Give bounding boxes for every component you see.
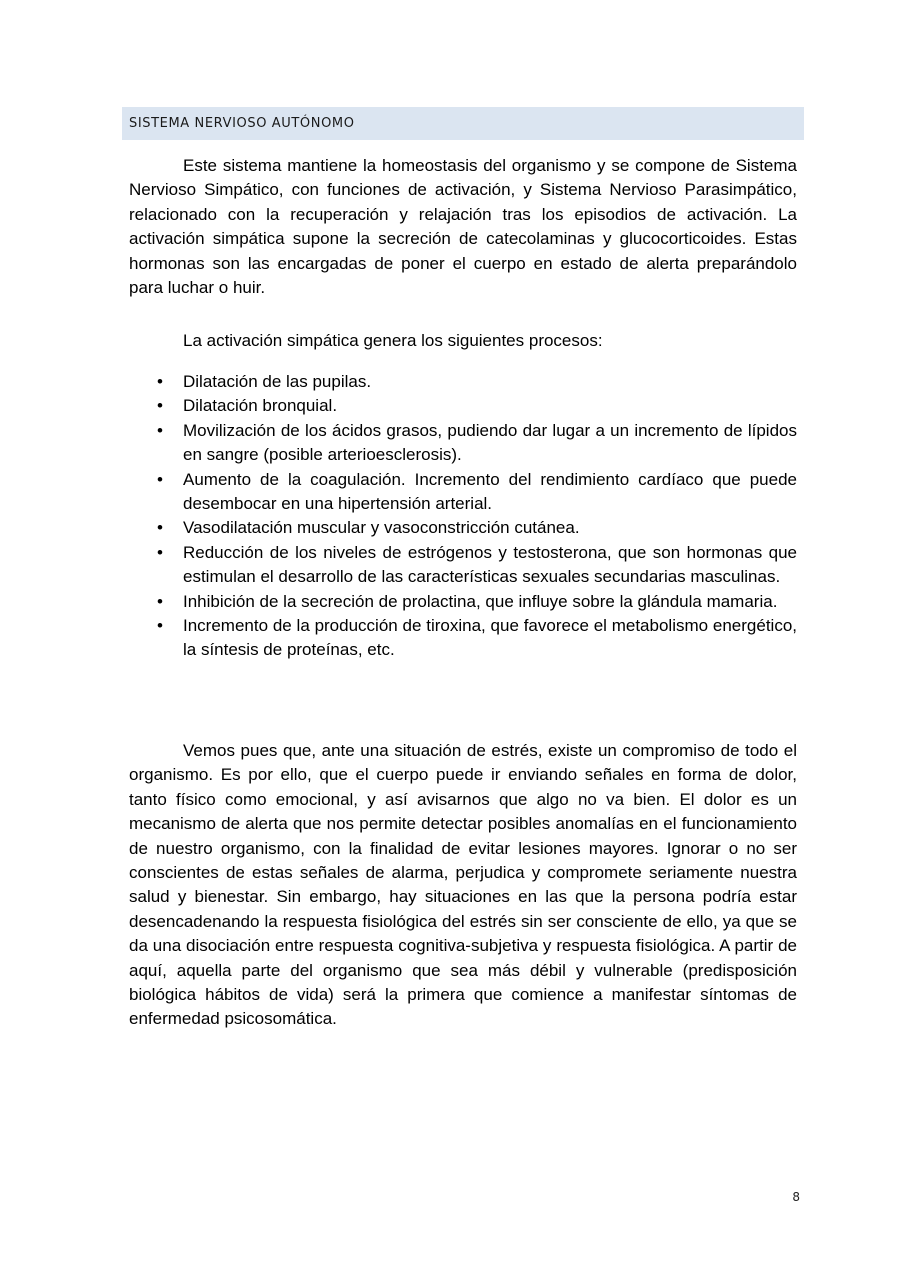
list-item	[129, 370, 797, 394]
list-item-text: Aumento de la coagulación. Incremento del rendimiento cardíaco que puede desembocar en una hipertensión arterial.	[183, 469, 797, 514]
intro-paragraph: Este sistema mantiene la homeostasis del organismo y se compone de Sistema Nervioso Simpático, con funciones de activación, y Sistema Nervioso Parasimpático, relacionado con la recuperación y relajación tras los episodios de activación. La activación simpática supone la secreción de catecolaminas y glucocorticoides. Estas hormonas son las encargadas de poner el cuerpo en estado de alerta preparándolo para luchar o huir.	[129, 156, 797, 298]
bullet-icon: •	[157, 420, 163, 440]
bullet-icon: •	[157, 542, 163, 562]
list-item-text: Movilización de los ácidos grasos, pudiendo dar lugar a un incremento de lípidos en sangre (posible arterioesclerosis).	[183, 420, 797, 465]
bullet-icon: •	[157, 396, 163, 416]
list-item-text: Inhibición de la secreción de prolactina, que influye sobre la glándula mamaria.	[183, 591, 778, 611]
section-title: SISTEMA NERVIOSO AUTÓNOMO	[129, 116, 355, 131]
bullet-icon: •	[157, 469, 163, 489]
list-item	[129, 468, 797, 517]
conclusion-paragraph: Vemos pues que, ante una situación de estrés, existe un compromiso de todo el organismo. Es por ello, que el cuerpo puede ir enviando señales en forma de dolor, tanto físico como emocional, y así avisarnos que algo no va bien. El dolor es un mecanismo de alerta que nos permite detectar posibles anomalías en el funcionamiento de nuestro organismo, con la finalidad de evitar lesiones mayores. Ignorar o no ser conscientes de estas señales de alarma, perjudica y compromete seriamente nuestra salud y bienestar. Sin embargo, hay situaciones en las que la persona podría estar desencadenando la respuesta fisiológica del estrés sin ser consciente de ello, ya que se da una disociación entre respuesta cognitiva-subjetiva y respuesta fisiológica. A partir de aquí, aquella parte del organismo que sea más débil y vulnerable (predisposición biológica hábitos de vida) será la primera que comience a manifestar síntomas de enfermedad psicosomática.	[129, 741, 797, 1029]
page-number: 8	[792, 1190, 800, 1204]
section-header	[122, 107, 804, 140]
list-item-text: Incremento de la producción de tiroxina, que favorece el metabolismo energético, la síntesis de proteínas, etc.	[183, 616, 797, 660]
list-item	[129, 419, 797, 468]
bullet-icon: •	[157, 372, 163, 391]
list-item-text: Reducción de los niveles de estrógenos y testosterona, que son hormonas que estimulan el desarrollo de las características sexuales secundarias masculinas.	[183, 542, 797, 587]
bullet-icon: •	[157, 591, 163, 611]
list-item-text: Dilatación de las pupilas.	[183, 372, 372, 391]
list-item-text: Dilatación bronquial.	[183, 396, 338, 416]
list-item	[129, 541, 797, 590]
bullet-icon: •	[157, 518, 163, 538]
list-item	[129, 590, 797, 614]
list-item-text: Vasodilatación muscular y vasoconstricción cutánea.	[183, 518, 580, 538]
list-intro-paragraph: La activación simpática genera los siguientes procesos:	[183, 331, 603, 350]
list-item	[129, 394, 797, 418]
processes-list	[129, 370, 797, 663]
list-item	[129, 614, 797, 663]
list-item	[129, 516, 797, 540]
bullet-icon: •	[157, 616, 163, 636]
